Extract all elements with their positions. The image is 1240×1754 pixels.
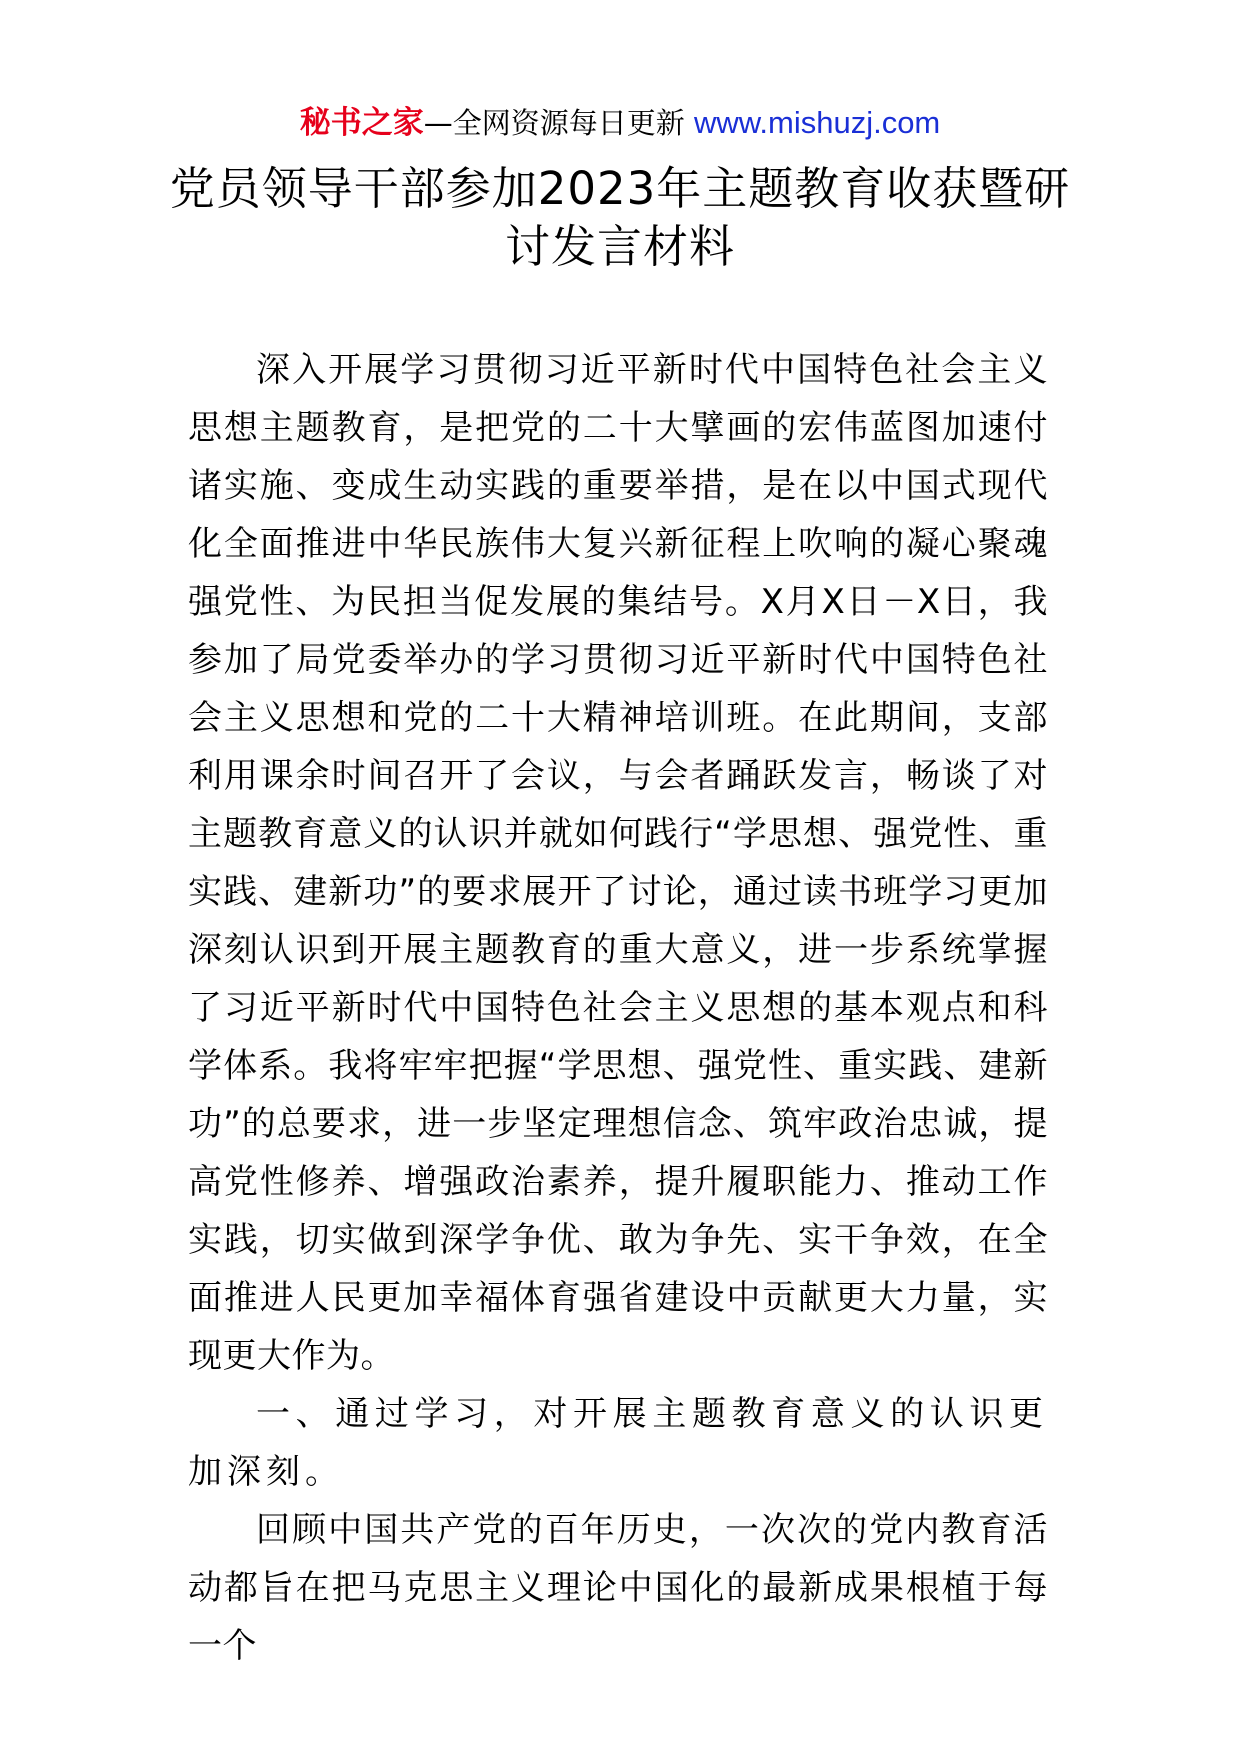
site-header: [0, 103, 1240, 143]
site-slogan: —全网资源每日更新: [423, 106, 694, 140]
section-heading-1: 一、通过学习，对开展主题教育意义的认识更加深刻。: [188, 1394, 1048, 1492]
site-url-link[interactable]: www.mishuzj.com: [693, 105, 941, 140]
document-body: [188, 341, 1048, 1675]
document-title: 党员领导干部参加2023年主题教育收获暨研讨发言材料: [169, 162, 1071, 273]
paragraph-intro: 深入开展学习贯彻习近平新时代中国特色社会主义思想主题教育，是把党的二十大擘画的宏伟蓝图加速付诸实施、变成生动实践的重要举措，是在以中国式现代化全面推进中华民族伟大复兴新征程上吹响的凝心聚魂强党性、为民担当促发展的集结号。X月X日－X日，我参加了局党委举办的学习贯彻习近平新时代中国特色社会主义思想和党的二十大精神培训班。在此期间，支部利用课余时间召开了会议，与会者踊跃发言，畅谈了对主题教育意义的认识并就如何践行“学思想、强党性、重实践、建新功”的要求展开了讨论，通过读书班学习更加深刻认识到开展主题教育的重大意义，进一步系统掌握了习近平新时代中国特色社会主义思想的基本观点和科学体系。我将牢牢把握“学思想、强党性、重实践、建新功”的总要求，进一步坚定理想信念、筑牢政治忠诚，提高党性修养、增强政治素养，提升履职能力、推动工作实践，切实做到深学争优、敢为争先、实干争效，在全面推进人民更加幸福体育强省建设中贡献更大力量，实现更大作为。: [188, 350, 1048, 1376]
paragraph-history: 回顾中国共产党的百年历史，一次次的党内教育活动都旨在把马克思主义理论中国化的最新成果根植于每一个: [188, 1510, 1048, 1666]
site-name: 秘书之家: [299, 105, 424, 141]
